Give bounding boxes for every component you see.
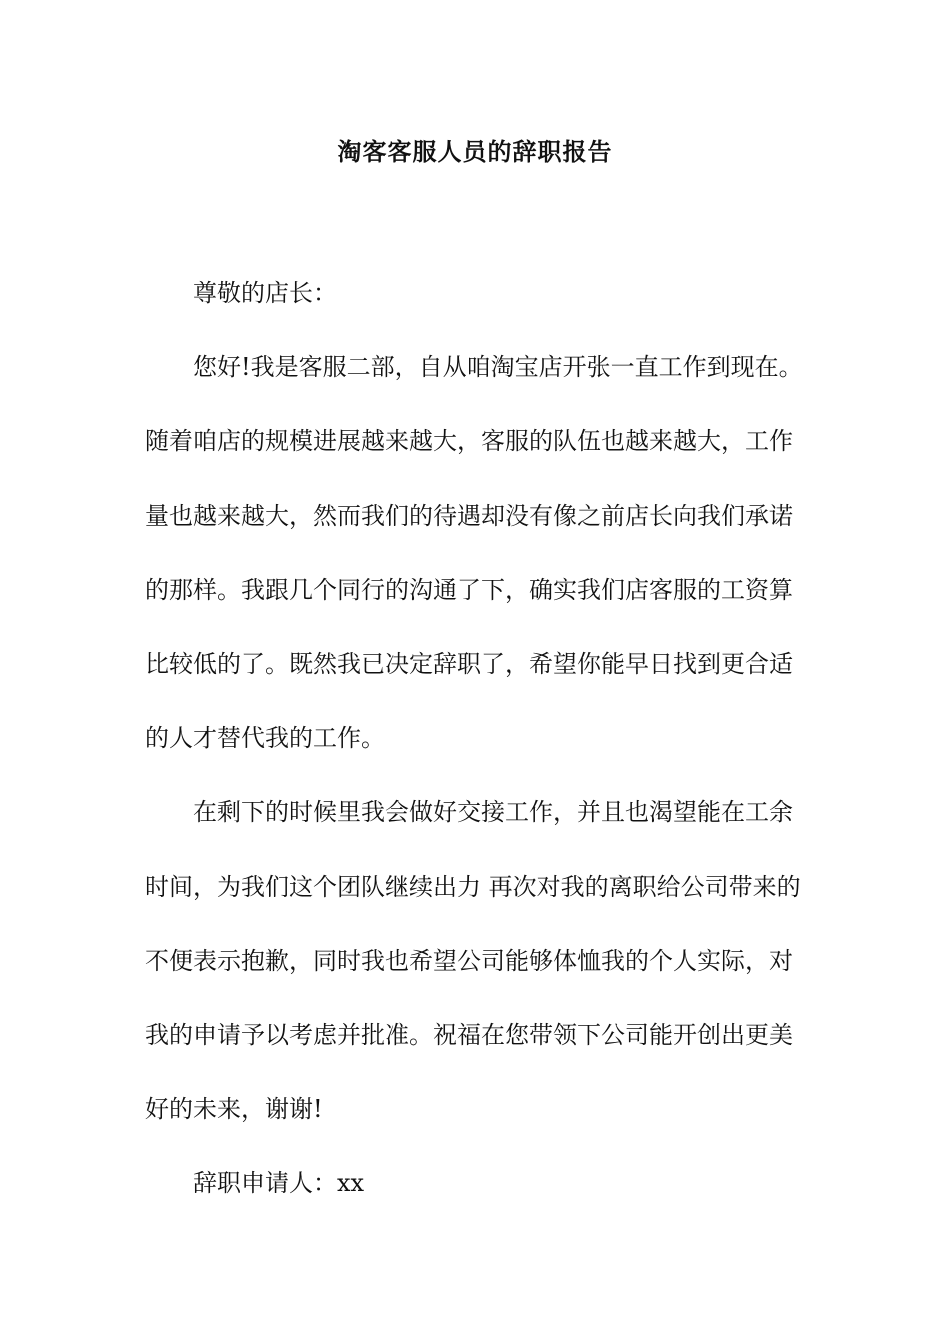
paragraph-line: 的人才替代我的工作。 xyxy=(145,724,385,753)
letter-body xyxy=(145,256,805,1220)
paragraph-line: 的那样。我跟几个同行的沟通了下，确实我们店客服的工资算 xyxy=(145,575,793,604)
signature-line: 辞职申请人：xx xyxy=(193,1169,365,1198)
paragraph-line: 我的申请予以考虑并批准。祝福在您带领下公司能开创出更美 xyxy=(145,1020,793,1049)
document-title: 淘客客服人员的辞职报告 xyxy=(337,137,613,166)
paragraph-line: 好的未来，谢谢! xyxy=(145,1095,323,1124)
paragraph-line: 您好!我是客服二部，自从咱淘宝店开张一直工作到现在。 xyxy=(193,353,803,382)
paragraph-line: 不便表示抱歉，同时我也希望公司能够体恤我的个人实际，对 xyxy=(145,946,793,975)
salutation: 尊敬的店长： xyxy=(193,279,337,307)
paragraph-line: 量也越来越大，然而我们的待遇却没有像之前店长向我们承诺 xyxy=(145,501,793,530)
paragraph-line: 时间，为我们这个团队继续出力 再次对我的离职给公司带来的 xyxy=(145,872,801,901)
paragraph-line: 比较低的了。既然我已决定辞职了，希望你能早日找到更合适 xyxy=(145,649,793,678)
paragraph-line: 随着咱店的规模进展越来越大，客服的队伍也越来越大，工作 xyxy=(145,427,793,456)
paragraph-line: 在剩下的时候里我会做好交接工作，并且也渴望能在工余 xyxy=(193,798,793,827)
